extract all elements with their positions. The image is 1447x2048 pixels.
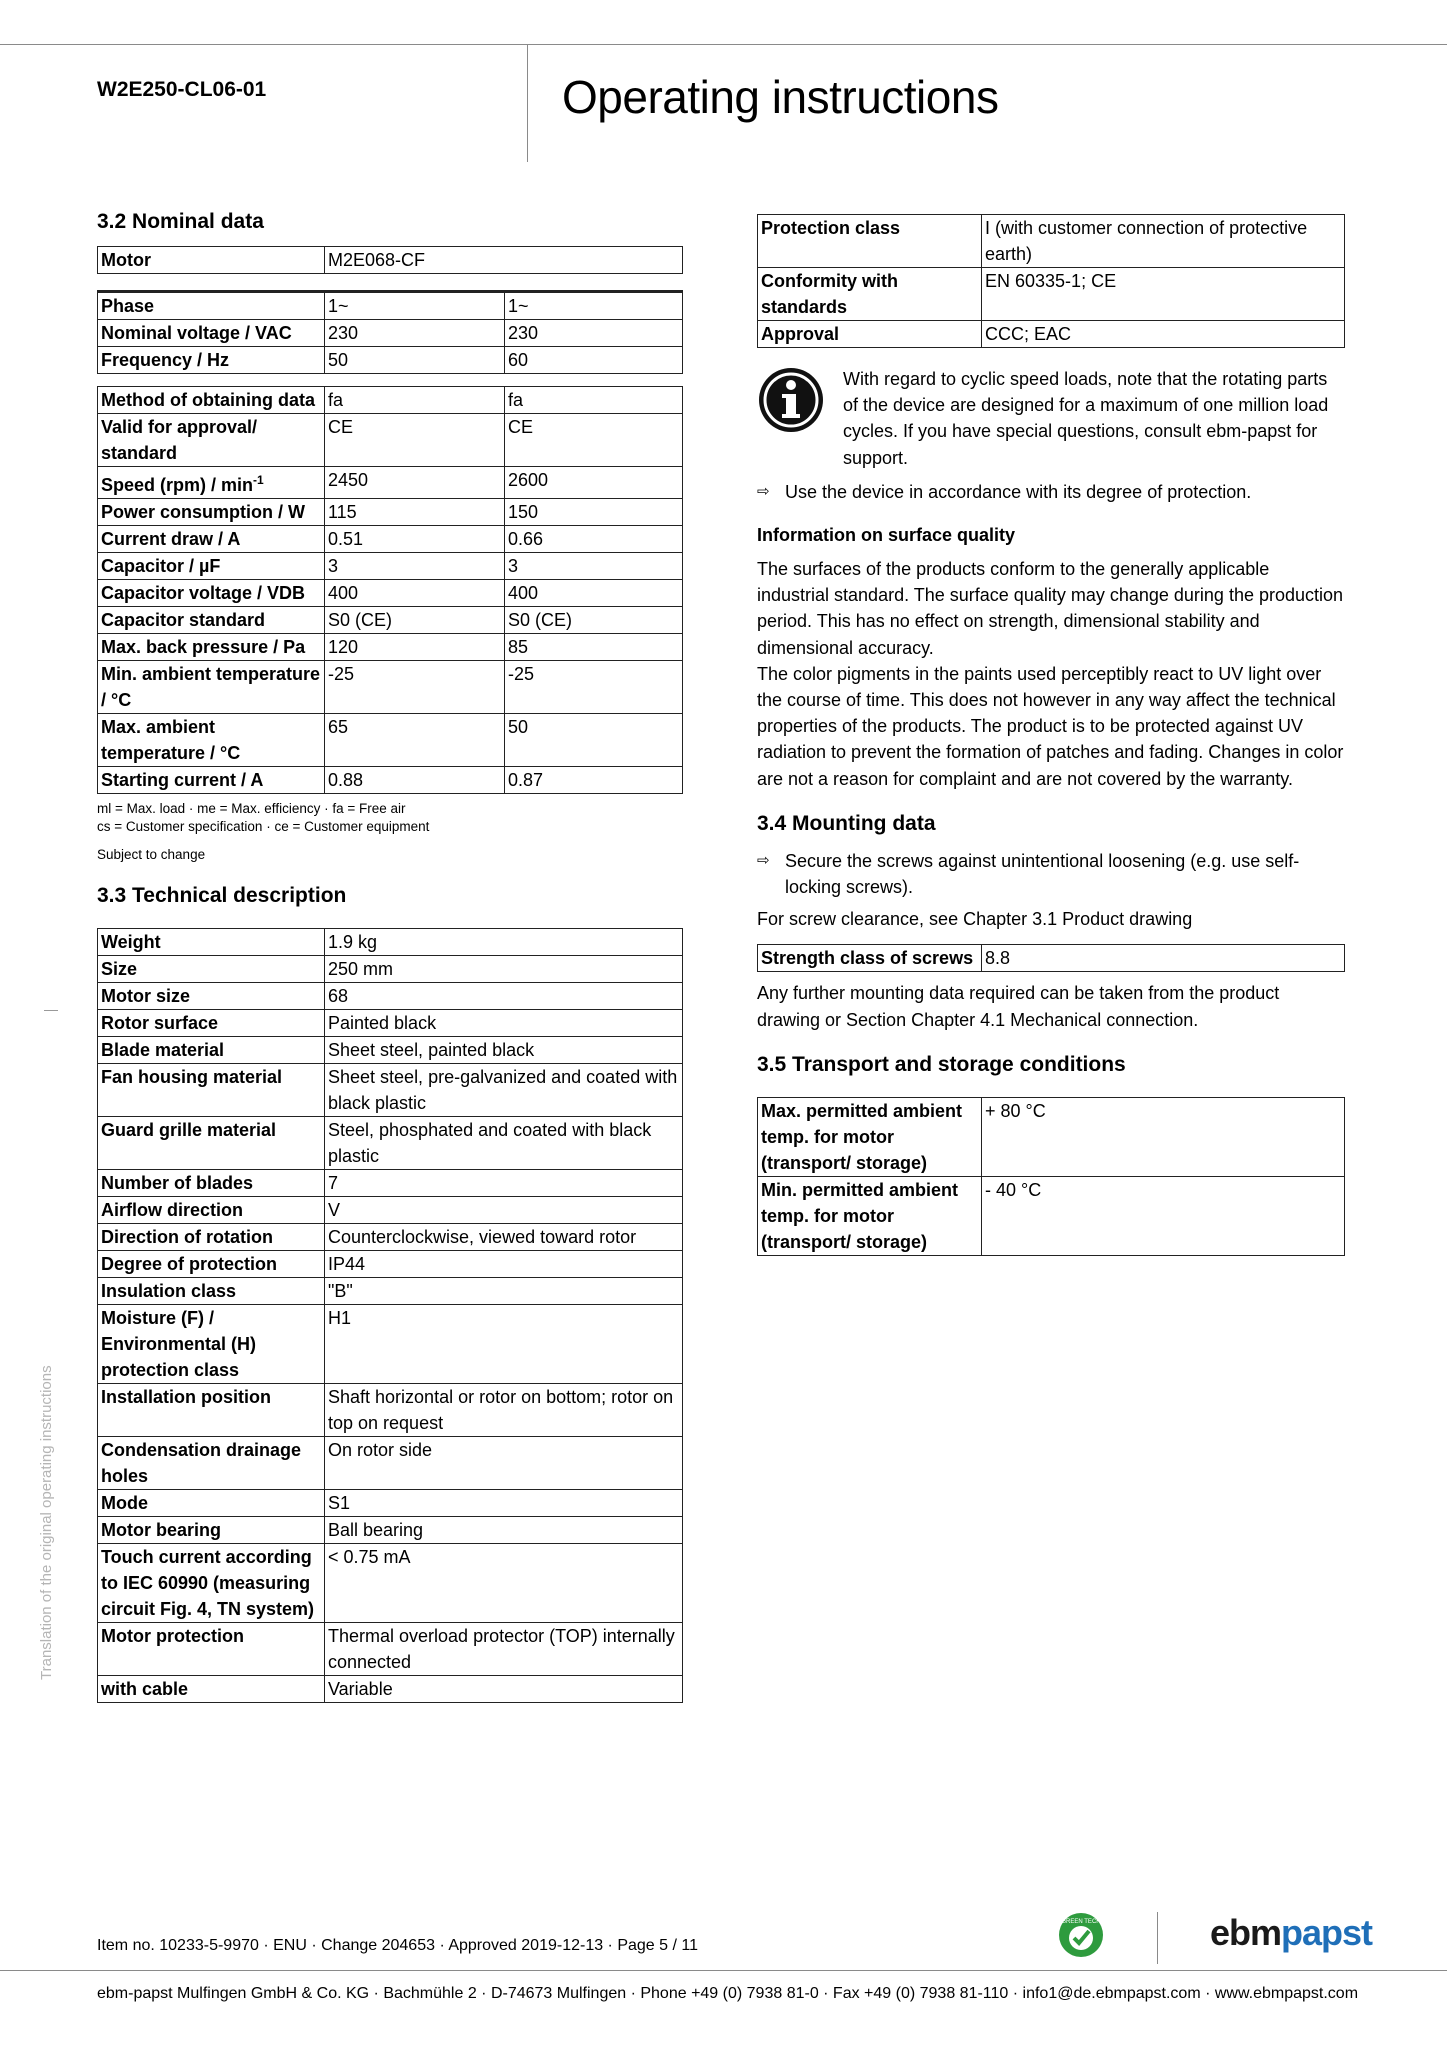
table-row bbox=[758, 268, 1345, 321]
table-cell: Moisture (F) / Environmental (H) protection class bbox=[98, 1305, 325, 1384]
table-cell: 85 bbox=[505, 634, 683, 661]
table-row bbox=[98, 929, 683, 956]
surface-paragraph-1: The surfaces of the products conform to the generally applicable industrial standard. The surface quality may change during the production period. This has no effect on strength, dimensional stability and dimensional accuracy. bbox=[757, 559, 1344, 658]
table-cell: CCC; EAC bbox=[982, 321, 1345, 348]
footer-address: ebm-papst Mulfingen GmbH & Co. KG · Bachmühle 2 · D-74673 Mulfingen · Phone +49 (0) 7938 81-0 · Fax +49 (0) 7938 81-110 · info1@de.ebmpapst.com · www.ebmpapst.com bbox=[97, 1985, 1359, 2002]
table-cell: Max. back pressure / Pa bbox=[98, 634, 325, 661]
mounting-heading: 3.4 Mounting data bbox=[757, 811, 936, 835]
table-cell: Mode bbox=[98, 1490, 325, 1517]
table-row bbox=[758, 1097, 1345, 1176]
table-cell: Speed $(rpm) / \min^{-1}$ bbox=[98, 467, 325, 499]
table-row bbox=[98, 1064, 683, 1117]
table-cell: Method of obtaining data bbox=[98, 387, 325, 414]
strength-table bbox=[757, 944, 1345, 972]
table-cell: Approval bbox=[758, 321, 982, 348]
table-cell: Current draw / A bbox=[98, 526, 325, 553]
table-cell: Blade material bbox=[98, 1037, 325, 1064]
table-cell: Sheet steel, painted black bbox=[325, 1037, 683, 1064]
technical-table bbox=[97, 928, 683, 1703]
table-cell: 50 bbox=[505, 714, 683, 767]
arrow-icon: ⇨ bbox=[757, 851, 770, 869]
table-cell: Variable bbox=[325, 1676, 683, 1703]
table-row bbox=[98, 1037, 683, 1064]
table-cell: Counterclockwise, viewed toward rotor bbox=[325, 1224, 683, 1251]
table-cell: H1 bbox=[325, 1305, 683, 1384]
bullet-text: Use the device in accordance with its degree of protection. bbox=[785, 481, 1252, 502]
mounting-text: For screw clearance, see Chapter 3.1 Product drawing bbox=[757, 909, 1193, 930]
logo-part-2: papst bbox=[1281, 1912, 1373, 1953]
table-cell: Fan housing material bbox=[98, 1064, 325, 1117]
table-cell: Insulation class bbox=[98, 1278, 325, 1305]
table-row bbox=[98, 499, 683, 526]
table-row bbox=[98, 661, 683, 714]
table-row bbox=[98, 292, 683, 320]
table-row bbox=[98, 553, 683, 580]
table-cell: Number of blades bbox=[98, 1170, 325, 1197]
table-cell: Rotor surface bbox=[98, 1010, 325, 1037]
table-cell: fa bbox=[505, 387, 683, 414]
table-cell: 1~ bbox=[505, 292, 683, 320]
table-cell: Motor size bbox=[98, 983, 325, 1010]
mounting-text-2: Any further mounting data required can be taken from the product drawing or Section Chapter 4.1 Mechanical connection. bbox=[757, 983, 1280, 1030]
table-cell: Guard grille material bbox=[98, 1117, 325, 1170]
technical-heading: 3.3 Technical description bbox=[97, 884, 347, 907]
table-cell: Capacitor / µF bbox=[98, 553, 325, 580]
table-cell: Min. permitted ambient temp. for motor (transport/ storage) bbox=[758, 1176, 982, 1255]
table-row bbox=[98, 526, 683, 553]
legend-note-1: ml = Max. load · me = Max. efficiency · fa = Free air bbox=[97, 801, 406, 816]
table-cell: 0.66 bbox=[505, 526, 683, 553]
header-top-rule bbox=[0, 44, 1447, 45]
table-cell: 2450 bbox=[325, 467, 505, 499]
green-tech-label: GREEN TECH bbox=[1061, 1919, 1101, 1925]
list-item bbox=[757, 479, 1345, 505]
green-tech-icon bbox=[1058, 1912, 1104, 1958]
table-cell: 120 bbox=[325, 634, 505, 661]
table-cell: Conformity with standards bbox=[758, 268, 982, 321]
table-row bbox=[98, 347, 683, 374]
table-cell: S0 (CE) bbox=[325, 607, 505, 634]
table-cell: I (with customer connection of protective earth) bbox=[982, 215, 1345, 268]
table-row bbox=[98, 607, 683, 634]
arrow-icon: ⇨ bbox=[757, 482, 770, 500]
table-row bbox=[98, 387, 683, 414]
table-row bbox=[98, 634, 683, 661]
table-row bbox=[98, 1384, 683, 1437]
table-cell: with cable bbox=[98, 1676, 325, 1703]
table-cell: Motor bbox=[98, 247, 325, 274]
table-cell: - 40 °C bbox=[982, 1176, 1345, 1255]
table-cell: Size bbox=[98, 956, 325, 983]
table-row bbox=[98, 1224, 683, 1251]
table-cell: V bbox=[325, 1197, 683, 1224]
speed-unit-exponent: -1 bbox=[253, 473, 264, 487]
table-cell: Motor bearing bbox=[98, 1517, 325, 1544]
footer-item-info: Item no. 10233-5-9970 · ENU · Change 204653 · Approved 2019-12-13 · Page 5 / 11 bbox=[97, 1937, 698, 1954]
left-column bbox=[97, 210, 683, 1703]
table-cell: Condensation drainage holes bbox=[98, 1437, 325, 1490]
brand-logo bbox=[1210, 1912, 1372, 1954]
table-cell: 60 bbox=[505, 347, 683, 374]
surface-paragraph-2: The color pigments in the paints used perceptibly react to UV light over the course of time. This does not however in any way affect the technical properties of the products. The product is to be protected against UV radiation to prevent the formation of patches and fading. Changes in color are not a reason for complaint and are not covered by the warranty. bbox=[757, 663, 1344, 789]
legend-note-2: cs = Customer specification · ce = Customer equipment bbox=[97, 819, 430, 834]
table-cell: Motor protection bbox=[98, 1623, 325, 1676]
table-cell: Ball bearing bbox=[325, 1517, 683, 1544]
table-row bbox=[758, 945, 1345, 972]
table-cell: + 80 °C bbox=[982, 1097, 1345, 1176]
logo-part-1: ebm bbox=[1210, 1912, 1282, 1953]
table-cell: Touch current according to IEC 60990 (measuring circuit Fig. 4, TN system) bbox=[98, 1544, 325, 1623]
nominal-table-2 bbox=[97, 386, 683, 794]
table-cell: On rotor side bbox=[325, 1437, 683, 1490]
table-row bbox=[98, 247, 683, 274]
table-row bbox=[98, 580, 683, 607]
list-item bbox=[757, 848, 1345, 900]
table-row bbox=[98, 1117, 683, 1170]
footer-rule bbox=[0, 1970, 1447, 1971]
table-row bbox=[98, 1010, 683, 1037]
table-cell: 7 bbox=[325, 1170, 683, 1197]
footer-divider bbox=[1157, 1912, 1158, 1964]
table-cell: S1 bbox=[325, 1490, 683, 1517]
table-cell: Capacitor voltage / VDB bbox=[98, 580, 325, 607]
table-cell: IP44 bbox=[325, 1251, 683, 1278]
table-cell: CE bbox=[325, 414, 505, 467]
table-row bbox=[98, 1490, 683, 1517]
table-row bbox=[98, 1170, 683, 1197]
table-cell: EN 60335-1; CE bbox=[982, 268, 1345, 321]
table-cell: Weight bbox=[98, 929, 325, 956]
table-cell: 3 bbox=[325, 553, 505, 580]
table-cell: 250 mm bbox=[325, 956, 683, 983]
table-cell: Protection class bbox=[758, 215, 982, 268]
table-cell: 400 bbox=[505, 580, 683, 607]
protection-table bbox=[757, 214, 1345, 348]
subject-to-change: Subject to change bbox=[97, 847, 206, 862]
table-cell: Airflow direction bbox=[98, 1197, 325, 1224]
table-cell: 400 bbox=[325, 580, 505, 607]
table-row bbox=[98, 1278, 683, 1305]
table-cell: S0 (CE) bbox=[505, 607, 683, 634]
table-cell: 230 bbox=[325, 320, 505, 347]
table-cell: Strength class of screws bbox=[758, 945, 982, 972]
table-cell: 68 bbox=[325, 983, 683, 1010]
table-cell: < 0.75 mA bbox=[325, 1544, 683, 1623]
motor-table bbox=[97, 246, 683, 274]
table-cell: Max. permitted ambient temp. for motor (transport/ storage) bbox=[758, 1097, 982, 1176]
table-cell: Painted black bbox=[325, 1010, 683, 1037]
table-row bbox=[98, 1305, 683, 1384]
table-cell: Direction of rotation bbox=[98, 1224, 325, 1251]
table-cell: Max. ambient temperature / °C bbox=[98, 714, 325, 767]
table-cell: 65 bbox=[325, 714, 505, 767]
table-cell: CE bbox=[505, 414, 683, 467]
table-cell: 1.9 kg bbox=[325, 929, 683, 956]
side-tick bbox=[44, 1010, 58, 1011]
nominal-heading: 3.2 Nominal data bbox=[97, 210, 264, 233]
table-cell: -25 bbox=[325, 661, 505, 714]
table-row bbox=[98, 414, 683, 467]
table-cell: Min. ambient temperature / °C bbox=[98, 661, 325, 714]
table-cell: Degree of protection bbox=[98, 1251, 325, 1278]
page-title: Operating instructions bbox=[562, 71, 999, 123]
table-cell: 0.88 bbox=[325, 767, 505, 794]
table-row bbox=[98, 714, 683, 767]
table-cell: Capacitor standard bbox=[98, 607, 325, 634]
table-cell: Installation position bbox=[98, 1384, 325, 1437]
header-divider bbox=[527, 44, 528, 162]
table-cell: Power consumption / W bbox=[98, 499, 325, 526]
side-note: Translation of the original operating instructions bbox=[38, 1365, 55, 1680]
table-cell: 0.51 bbox=[325, 526, 505, 553]
table-cell: Sheet steel, pre-galvanized and coated with black plastic bbox=[325, 1064, 683, 1117]
document-id: W2E250-CL06-01 bbox=[97, 78, 267, 101]
surface-heading: Information on surface quality bbox=[757, 525, 1016, 546]
table-cell: 1~ bbox=[325, 292, 505, 320]
table-cell: M2E068-CF bbox=[325, 247, 683, 274]
table-cell: 0.87 bbox=[505, 767, 683, 794]
table-row bbox=[98, 1623, 683, 1676]
table-cell: Nominal voltage / VAC bbox=[98, 320, 325, 347]
table-cell: -25 bbox=[505, 661, 683, 714]
table-row bbox=[98, 1251, 683, 1278]
transport-heading: 3.5 Transport and storage conditions bbox=[757, 1052, 1126, 1076]
table-row bbox=[758, 321, 1345, 348]
table-cell: 2600 bbox=[505, 467, 683, 499]
table-row bbox=[98, 983, 683, 1010]
info-notice bbox=[757, 366, 1345, 471]
table-cell: 8.8 bbox=[982, 945, 1345, 972]
right-column bbox=[757, 214, 1345, 1256]
table-row bbox=[98, 1437, 683, 1490]
table-row bbox=[98, 1676, 683, 1703]
table-cell: 50 bbox=[325, 347, 505, 374]
table-cell: 150 bbox=[505, 499, 683, 526]
table-row bbox=[98, 1517, 683, 1544]
table-cell: "B" bbox=[325, 1278, 683, 1305]
table-row bbox=[98, 956, 683, 983]
table-cell: 115 bbox=[325, 499, 505, 526]
table-cell: Steel, phosphated and coated with black plastic bbox=[325, 1117, 683, 1170]
table-row bbox=[98, 1544, 683, 1623]
table-cell: Thermal overload protector (TOP) internally connected bbox=[325, 1623, 683, 1676]
table-row bbox=[98, 320, 683, 347]
transport-table bbox=[757, 1097, 1345, 1256]
table-row bbox=[758, 215, 1345, 268]
info-text: With regard to cyclic speed loads, note that the rotating parts of the device are designed for a maximum of one million load cycles. If you have special questions, consult ebm-papst for support. bbox=[843, 369, 1329, 468]
table-cell: Valid for approval/ standard bbox=[98, 414, 325, 467]
table-row bbox=[98, 467, 683, 499]
table-cell: Shaft horizontal or rotor on bottom; rotor on top on request bbox=[325, 1384, 683, 1437]
table-cell: Phase bbox=[98, 292, 325, 320]
table-cell: Frequency / Hz bbox=[98, 347, 325, 374]
table-cell: 3 bbox=[505, 553, 683, 580]
info-icon bbox=[757, 366, 825, 434]
table-row bbox=[758, 1176, 1345, 1255]
table-cell: fa bbox=[325, 387, 505, 414]
table-row bbox=[98, 767, 683, 794]
bullet-text: Secure the screws against unintentional loosening (e.g. use self-locking screws). bbox=[785, 850, 1300, 898]
table-cell: Starting current / A bbox=[98, 767, 325, 794]
nominal-table-1 bbox=[97, 290, 683, 374]
table-row bbox=[98, 1197, 683, 1224]
table-cell: 230 bbox=[505, 320, 683, 347]
